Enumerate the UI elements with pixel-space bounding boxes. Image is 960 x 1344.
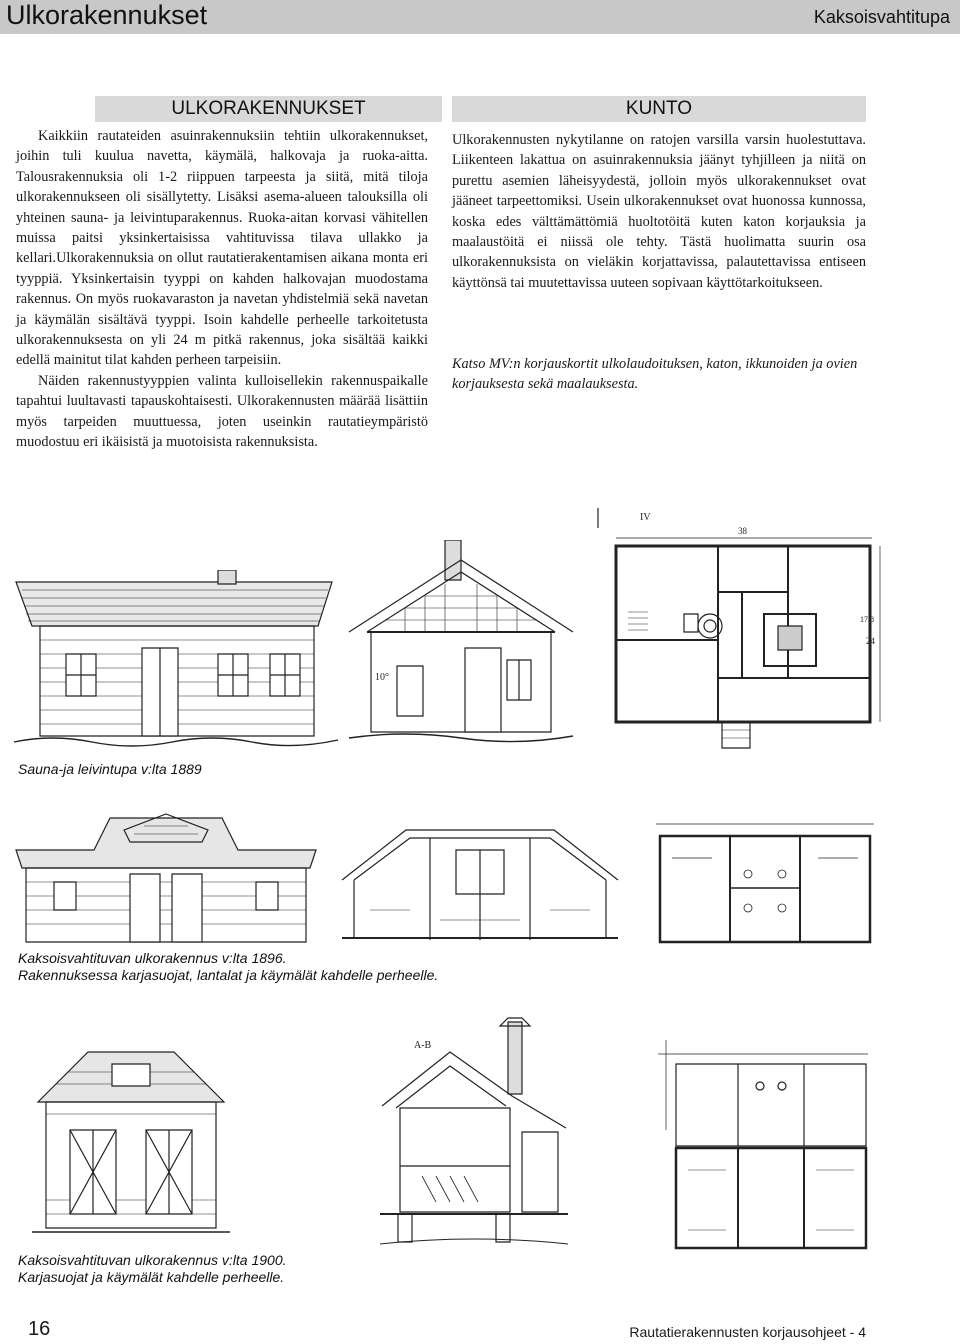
caption-3-line-1: Kaksoisvahtituvan ulkorakennus v:lta 1900. — [18, 1252, 287, 1268]
outbuilding-1900-elevation — [28, 1050, 234, 1240]
caption-2-line-2: Rakennuksessa karjasuojat, lantalat ja käymälät kahdelle perheelle. — [18, 967, 439, 983]
right-paragraph-1: Ulkorakennusten nykytilanne on ratojen varsilla varsin huolestuttava. Liikenteen lakattua on asuinrakennuksia jäänyt tyhjilleen ja niitä on purettu asemien läheisyydestä, jolloin myös ulkorakennukset ovat jääneet tarpeettomiksi. Usein ulkorakennukset ovat huonossa kunnossa, koska edes välttämättömiä huoltotöitä kuten katon korjauksia ja maalaustöitä ei niissä ole tehty. Tästä huolimatta suurin osa ulkorakennuksista on vieläkin korjattavissa, palautettavissa entiseen käyttönsä tai muutettavissa uuteen sopivaan käyttötarkoitukseen. — [452, 132, 866, 291]
left-column-text — [16, 126, 428, 453]
left-paragraph-2: Näiden rakennustyyppien valinta kulloisellekin rakennuspaikalle tapahtui luultavasti tapauskohtaisesti. Ulkorakennusten määrää lisättiin myös tarpeiden muuttuessa, joten useinkin rautatieympäristö muodostuu eri ikäisistä ja muotoisista rakennuksista. — [16, 372, 428, 451]
figure-caption-2 — [18, 950, 438, 984]
caption-1-line-1: Sauna-ja leivintupa v:lta 1889 — [18, 761, 202, 777]
outbuilding-1896-section — [340, 810, 620, 942]
sauna-floor-plan — [588, 502, 888, 762]
outbuilding-1896-plan — [652, 818, 878, 948]
publication-title: Rautatierakennusten korjausohjeet - 4 — [629, 1324, 866, 1340]
chapter-title: Ulkorakennukset — [6, 0, 208, 30]
plan-label-iv: IV — [640, 512, 651, 523]
plan-label-a-b: A-B — [414, 1040, 432, 1051]
page-number: 16 — [28, 1318, 51, 1340]
section-heading-kunto: KUNTO — [452, 96, 866, 122]
outbuilding-1896-elevation — [14, 812, 318, 944]
caption-2-line-1: Kaksoisvahtituvan ulkorakennus v:lta 1896. — [18, 950, 287, 966]
outbuilding-1900-plan — [654, 1030, 878, 1260]
right-column-text — [452, 130, 866, 293]
figure-caption-3 — [18, 1252, 287, 1286]
caption-3-line-2: Karjasuojat ja käymälät kahdelle perheelle. — [18, 1269, 285, 1285]
page-header — [0, 0, 960, 34]
svg-text:10°: 10° — [375, 672, 389, 683]
reference-note: Katso MV:n korjauskortit ulkolaudoituksen, katon, ikkunoiden ja ovien korjauksesta sekä maalauksesta. — [452, 356, 858, 393]
plan-label-38: 38 — [738, 526, 747, 536]
figure-caption-1 — [18, 761, 202, 778]
plan-label-24: 24 — [866, 636, 875, 646]
sauna-section-drawing — [345, 540, 577, 758]
plan-label-17-8: 17,8 — [860, 615, 874, 624]
sauna-elevation-drawing — [12, 570, 340, 755]
section-heading-ulkorakennukset: ULKORAKENNUKSET — [95, 96, 442, 122]
chapter-subtitle: Kaksoisvahtitupa — [813, 7, 950, 27]
left-paragraph-1: Kaikkiin rautateiden asuinrakennuksiin tehtiin ulkorakennukset, joihin tuli kuulua navetta, käymälä, halkovaja ja ruoka-aitta. Talousrakennuksia oli 1-2 riippuen tarpeesta ja siitä, mitä tiloja ulkorakennukseen oli sisällytetty. Lisäksi asema-alueen talouksilla oli yhteinen sauna- ja leivintuparakennus. Ruoka-aitan korvasi vähitellen muissa paitsi yksinkertaisissa vahtituvissa tilava ullakko ja kellari.Ulkorakennuksia on ollut rautatierakentamisen aikana monta eri tyyppiä. Yksinkertaisin tyyppi on kahden halkovajan muodostama rakennus. On myös ruokavaraston ja navetan yhdistelmiä sekä navetan ja käymälän sisältävä tyyppi. Isoin kahdelle perheelle tarkoitetusta ulkorakennuksesta on yli 24 m pitkä rakennus, joka sisältää kaikki edellä mainitut tilat kahden perheen tarpeisiin. — [16, 128, 428, 369]
outbuilding-1900-section — [376, 1016, 572, 1248]
